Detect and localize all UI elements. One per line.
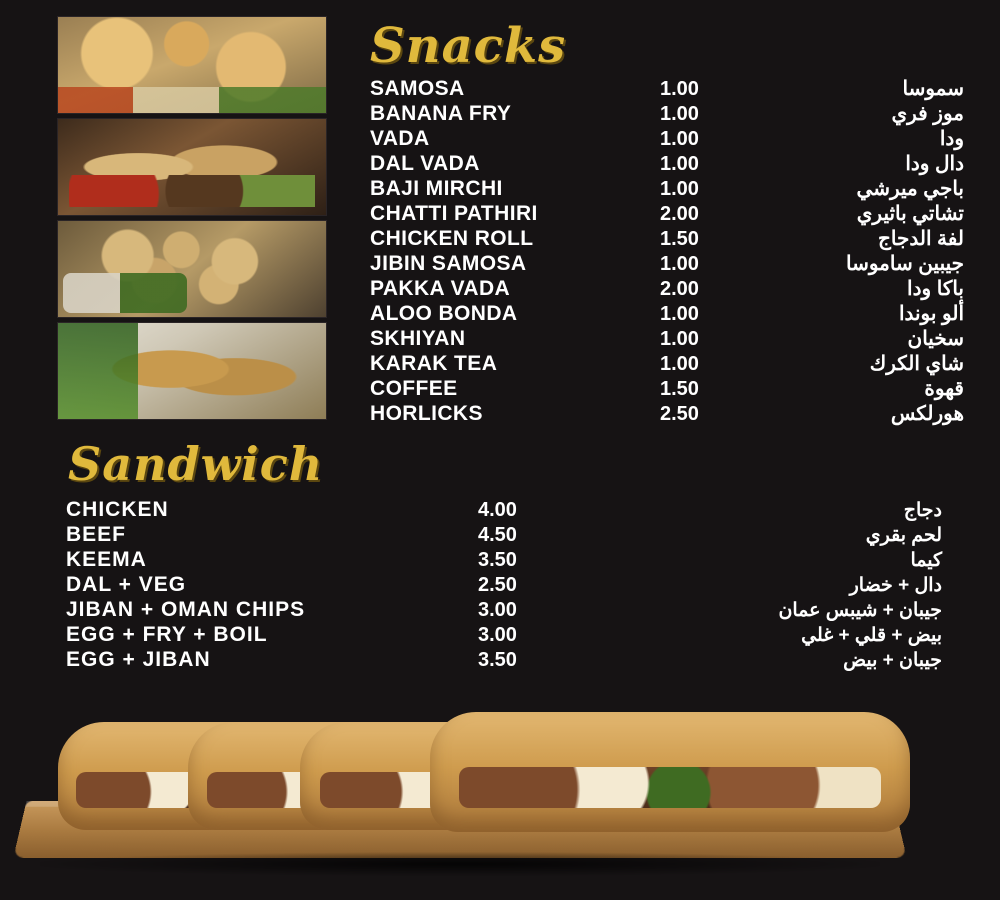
item-price: 2.00 xyxy=(660,203,699,225)
item-name-arabic: سخيان xyxy=(907,328,964,350)
item-name-arabic: باكا ودا xyxy=(907,278,964,300)
item-name-arabic: تشاتي باثيري xyxy=(856,203,964,225)
item-name: EGG + FRY + BOIL xyxy=(66,623,268,646)
item-name-arabic: دال ودا xyxy=(905,153,964,175)
item-name: BAJI MIRCHI xyxy=(370,177,503,200)
item-price: 1.00 xyxy=(660,328,699,350)
item-name: SKHIYAN xyxy=(370,327,466,350)
item-price: 3.50 xyxy=(478,649,517,671)
fritters-with-chutney-photo xyxy=(57,220,327,318)
item-name: DAL VADA xyxy=(370,152,480,175)
menu-item-row xyxy=(370,351,970,376)
item-price: 1.00 xyxy=(660,253,699,275)
item-name: KARAK TEA xyxy=(370,352,498,375)
menu-item-row xyxy=(66,523,966,548)
item-name-arabic: بيض + قلي + غلي xyxy=(801,625,942,646)
item-name: DAL + VEG xyxy=(66,573,187,596)
item-name-arabic: جيبان + بيض xyxy=(843,650,942,671)
menu-item-row xyxy=(370,326,970,351)
item-name-arabic: دال + خضار xyxy=(849,575,942,596)
menu-item-row xyxy=(370,251,970,276)
item-name: KEEMA xyxy=(66,548,147,571)
sandwich-item-list xyxy=(66,498,966,673)
item-price: 4.50 xyxy=(478,524,517,546)
item-name-arabic: ودا xyxy=(939,128,964,150)
item-price: 2.50 xyxy=(660,403,699,425)
item-name-arabic: جيبين ساموسا xyxy=(846,253,964,275)
item-name: JIBAN + OMAN CHIPS xyxy=(66,598,306,621)
item-name: CHATTI PATHIRI xyxy=(370,202,538,225)
menu-item-row xyxy=(66,573,966,598)
item-name: COFFEE xyxy=(370,377,458,400)
item-name-arabic: ألو بوندا xyxy=(898,303,964,325)
item-name-arabic: سموسا xyxy=(902,78,964,100)
item-name-arabic: كيما xyxy=(910,550,942,571)
item-name: CHICKEN xyxy=(66,498,169,521)
menu-item-row xyxy=(370,276,970,301)
samosa-photo xyxy=(57,16,327,114)
menu-item-row xyxy=(370,226,970,251)
item-price: 3.00 xyxy=(478,624,517,646)
item-name-arabic: باجي ميرشي xyxy=(856,178,964,200)
item-price: 2.00 xyxy=(660,278,699,300)
menu-item-row xyxy=(66,548,966,573)
item-name: VADA xyxy=(370,127,430,150)
item-price: 1.00 xyxy=(660,353,699,375)
menu-item-row xyxy=(370,176,970,201)
item-name: HORLICKS xyxy=(370,402,483,425)
item-name-arabic: قهوة xyxy=(924,378,964,400)
item-price: 1.50 xyxy=(660,228,699,250)
menu-item-row xyxy=(370,126,970,151)
item-name: BANANA FRY xyxy=(370,102,512,125)
item-name: SAMOSA xyxy=(370,77,465,100)
item-name: EGG + JIBAN xyxy=(66,648,211,671)
item-price: 1.00 xyxy=(660,128,699,150)
item-price: 1.00 xyxy=(660,103,699,125)
menu-item-row xyxy=(66,498,966,523)
item-name-arabic: جيبان + شيبس عمان xyxy=(778,600,942,621)
wrap-rolls-photo xyxy=(57,118,327,216)
snacks-section-title: Snacks xyxy=(370,18,567,74)
snacks-photo-column xyxy=(57,16,325,424)
menu-item-row xyxy=(66,648,966,673)
item-name-arabic: لفة الدجاج xyxy=(877,228,964,250)
item-name: PAKKA VADA xyxy=(370,277,511,300)
sandwich-piece xyxy=(430,712,910,832)
menu-item-row xyxy=(66,623,966,648)
item-price: 1.00 xyxy=(660,303,699,325)
menu-item-row xyxy=(370,101,970,126)
menu-item-row xyxy=(370,201,970,226)
menu-item-row xyxy=(370,76,970,101)
item-name-arabic: شاي الكرك xyxy=(869,353,964,375)
item-price: 2.50 xyxy=(478,574,517,596)
item-name: ALOO BONDA xyxy=(370,302,518,325)
item-price: 3.50 xyxy=(478,549,517,571)
submarine-sandwich-photo xyxy=(0,672,1000,900)
item-price: 1.00 xyxy=(660,78,699,100)
menu-item-row xyxy=(370,151,970,176)
item-name-arabic: هورلكس xyxy=(890,403,964,425)
snacks-item-list xyxy=(370,76,970,426)
item-price: 4.00 xyxy=(478,499,517,521)
menu-item-row xyxy=(66,598,966,623)
item-price: 1.00 xyxy=(660,178,699,200)
item-name: JIBIN SAMOSA xyxy=(370,252,527,275)
item-name-arabic: موز فري xyxy=(891,103,964,125)
item-name: CHICKEN ROLL xyxy=(370,227,534,250)
menu-item-row xyxy=(370,376,970,401)
sandwich-section-title: Sandwich xyxy=(68,437,324,491)
menu-item-row xyxy=(370,301,970,326)
item-name-arabic: لحم بقري xyxy=(865,525,942,546)
photo-shadow xyxy=(40,852,880,876)
item-price: 1.50 xyxy=(660,378,699,400)
cutlets-photo xyxy=(57,322,327,420)
item-price: 3.00 xyxy=(478,599,517,621)
item-name-arabic: دجاج xyxy=(903,500,942,521)
menu-item-row xyxy=(370,401,970,426)
item-price: 1.00 xyxy=(660,153,699,175)
item-name: BEEF xyxy=(66,523,127,546)
